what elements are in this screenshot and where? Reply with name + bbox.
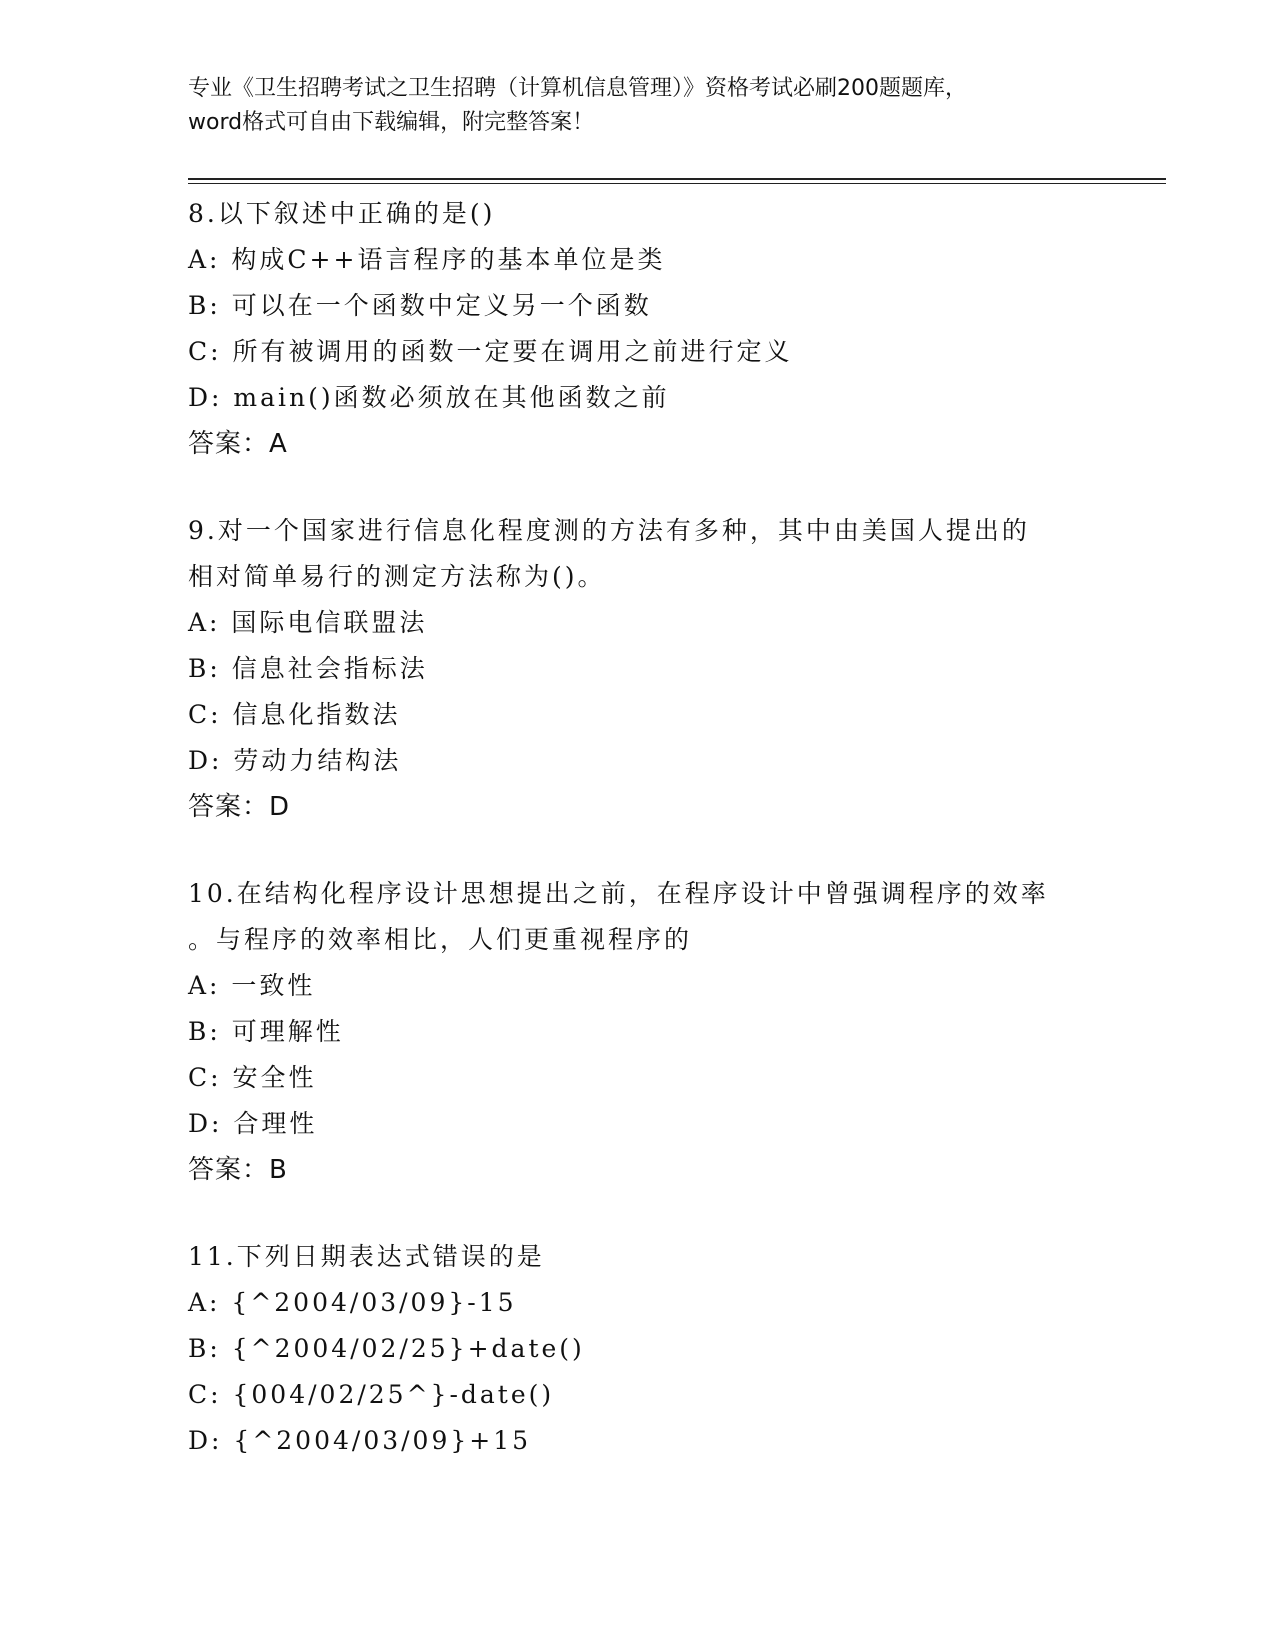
answer: 答案：B <box>188 1155 288 1185</box>
option-d: D: 合理性 <box>188 1109 318 1138</box>
document-header <box>188 72 1088 140</box>
question-stem: 9.对一个国家进行信息化程度测的方法有多种，其中由美国人提出的 <box>188 516 1030 545</box>
option-b: B: 信息社会指标法 <box>188 654 428 683</box>
option-c: C: 安全性 <box>188 1063 317 1092</box>
option-c: C: {004/02/25^}-date() <box>188 1380 555 1409</box>
header-divider-thin <box>188 183 1166 184</box>
question-9 <box>188 508 1088 830</box>
option-c: C: 信息化指数法 <box>188 700 401 729</box>
question-stem: 10.在结构化程序设计思想提出之前，在程序设计中曾强调程序的效率 <box>188 879 1049 908</box>
option-a: A: 构成C++语言程序的基本单位是类 <box>188 245 666 274</box>
question-list <box>188 191 1088 1505</box>
question-stem: 11.下列日期表达式错误的是 <box>188 1242 545 1271</box>
option-a: A: {^2004/03/09}-15 <box>188 1288 517 1317</box>
option-d: D: {^2004/03/09}+15 <box>188 1426 532 1455</box>
question-stem-continued: 相对简单易行的测定方法称为()。 <box>188 562 606 591</box>
header-line-2: word格式可自由下载编辑，附完整答案！ <box>188 110 595 135</box>
question-stem-continued: 。与程序的效率相比，人们更重视程序的 <box>188 925 693 954</box>
option-d: D: main()函数必须放在其他函数之前 <box>188 383 670 412</box>
option-d: D: 劳动力结构法 <box>188 746 402 775</box>
header-divider <box>188 178 1166 180</box>
answer: 答案：A <box>188 429 288 459</box>
question-10 <box>188 871 1088 1193</box>
option-b: B: {^2004/02/25}+date() <box>188 1334 585 1363</box>
question-11 <box>188 1234 1088 1464</box>
option-b: B: 可以在一个函数中定义另一个函数 <box>188 291 652 320</box>
header-line-1: 专业《卫生招聘考试之卫生招聘（计算机信息管理）》资格考试必刷200题题库， <box>188 76 967 101</box>
option-b: B: 可理解性 <box>188 1017 344 1046</box>
question-8 <box>188 191 1088 467</box>
option-a: A: 国际电信联盟法 <box>188 608 428 637</box>
question-stem: 8.以下叙述中正确的是() <box>188 199 496 228</box>
option-a: A: 一致性 <box>188 971 316 1000</box>
option-c: C: 所有被调用的函数一定要在调用之前进行定义 <box>188 337 793 366</box>
answer: 答案：D <box>188 792 291 822</box>
